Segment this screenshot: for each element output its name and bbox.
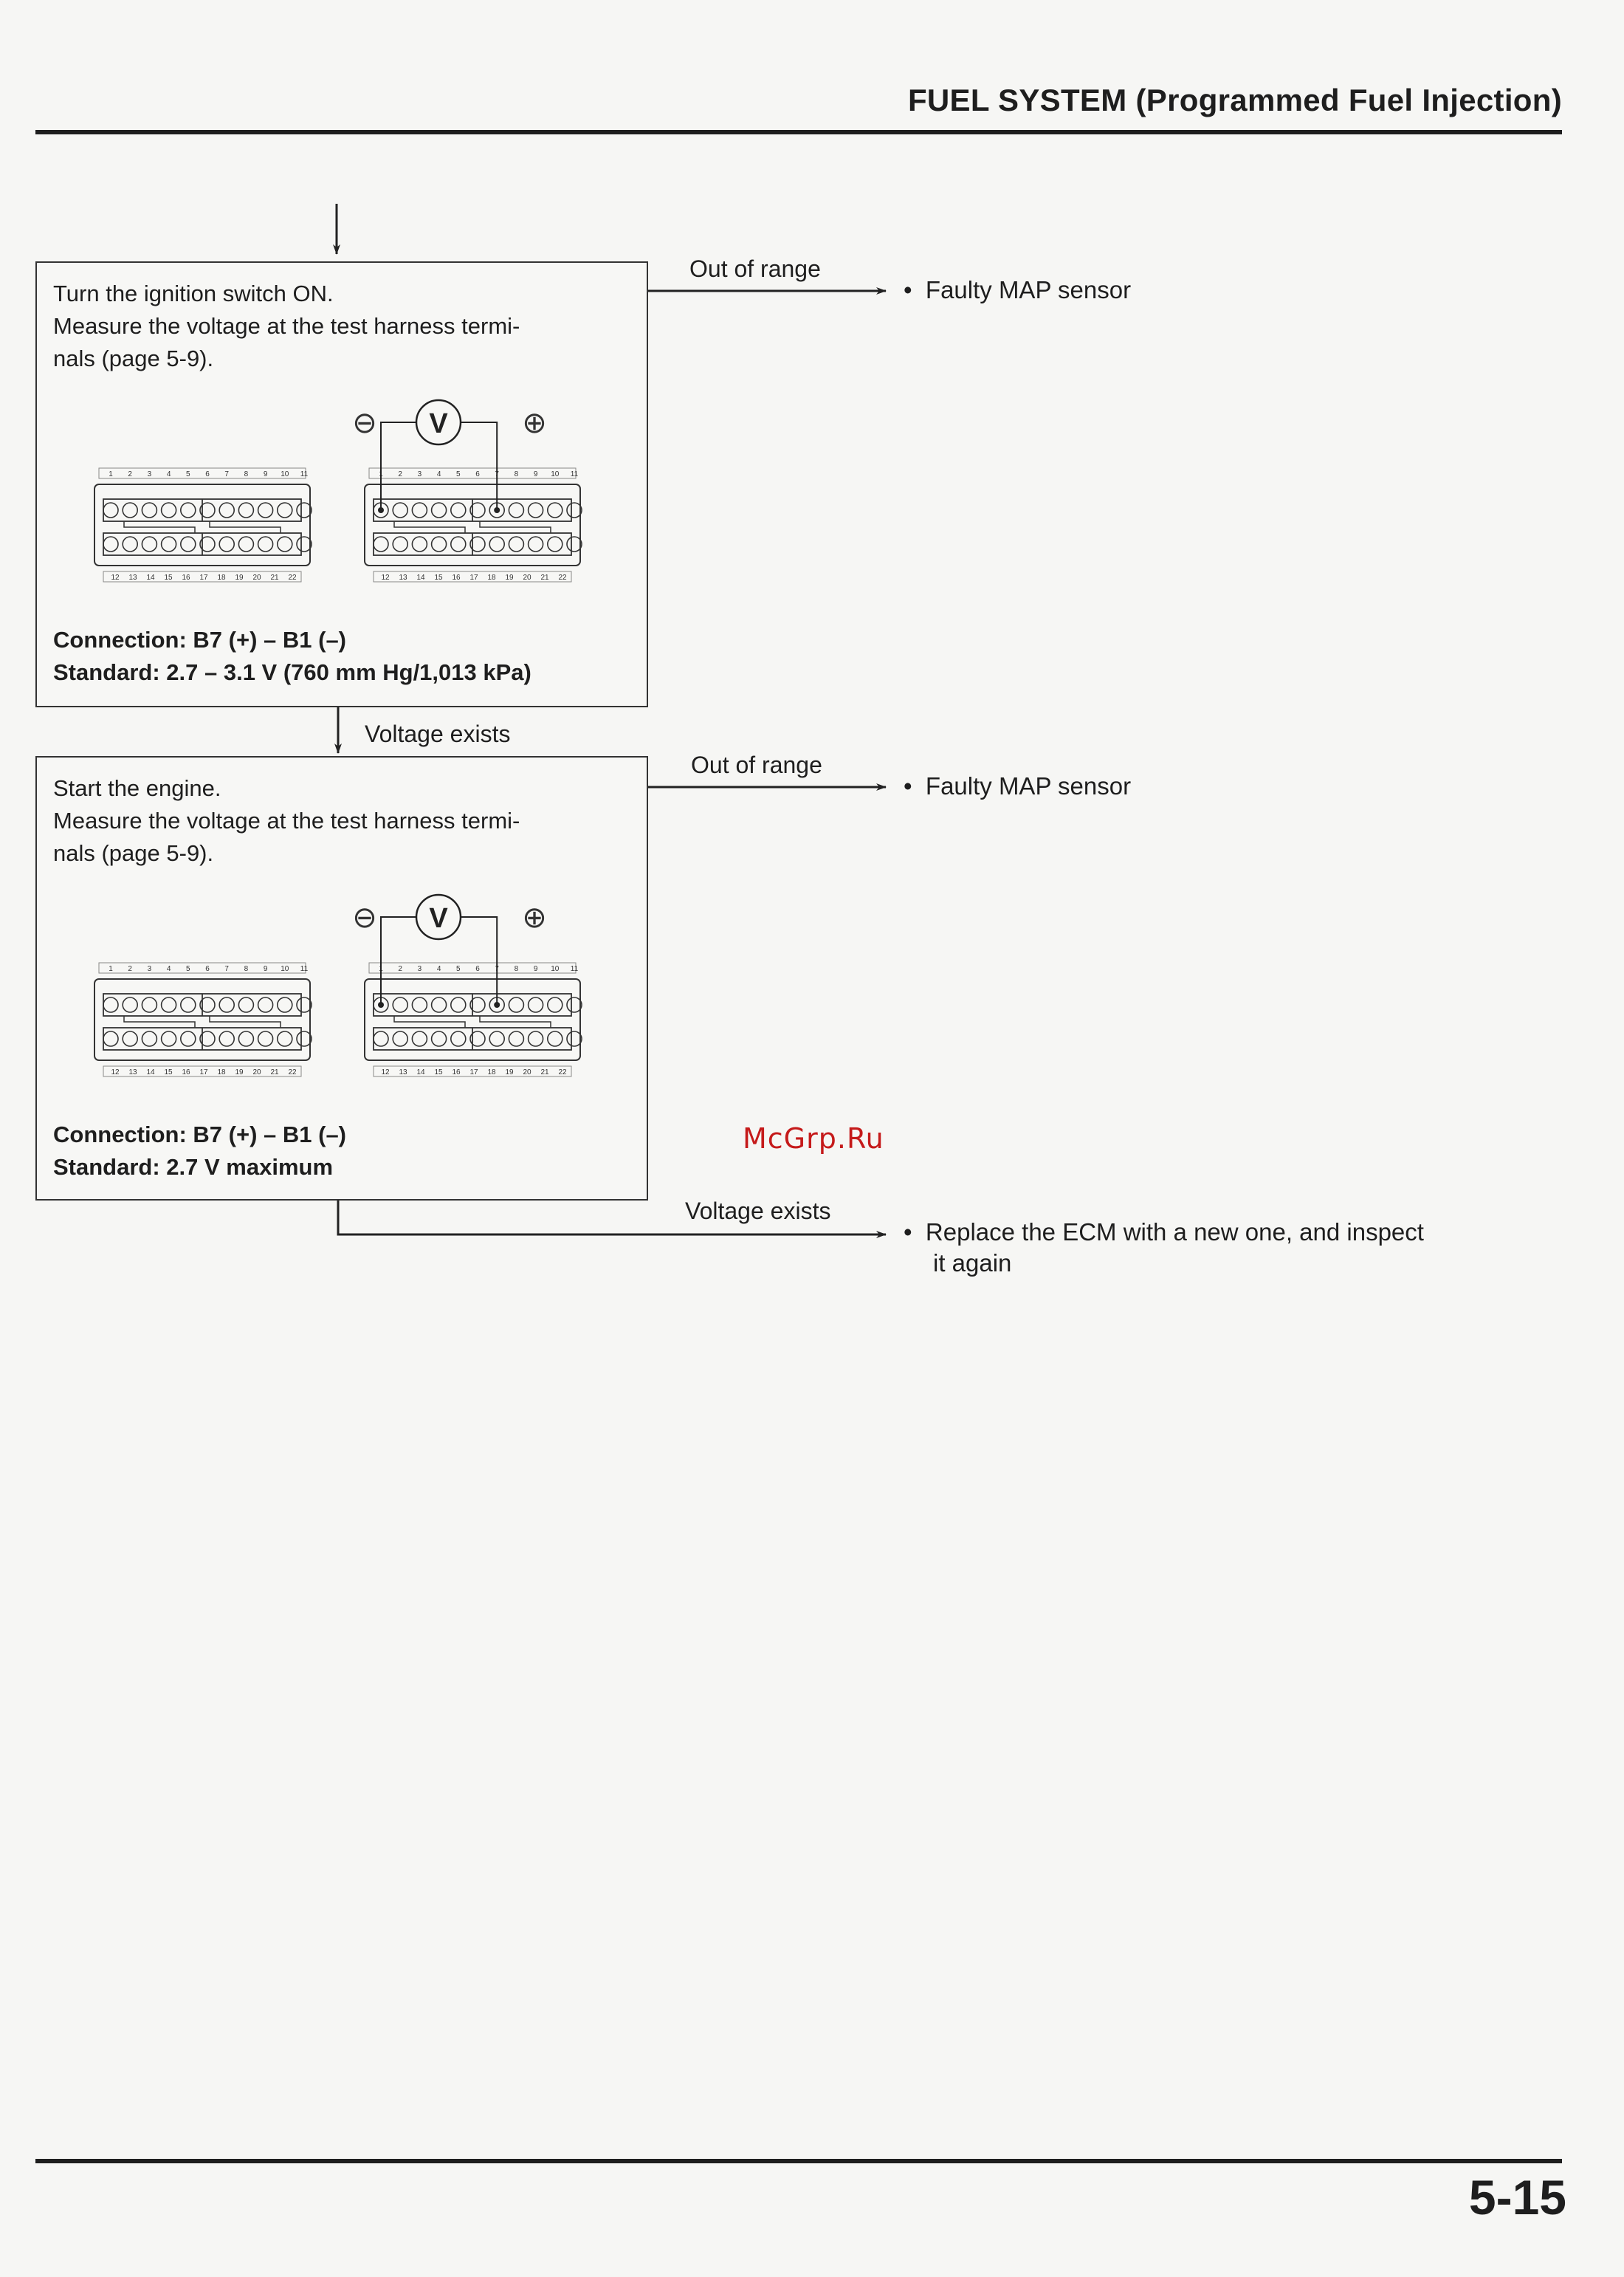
pin-label-bottom: 15 (434, 574, 443, 582)
voltmeter-label: V (429, 903, 448, 934)
pin-label-top: 8 (244, 965, 249, 973)
connector-key (480, 1016, 551, 1028)
step-1-result (904, 276, 1131, 304)
probe-tip (494, 507, 500, 513)
voltage-exists-label-1: Voltage exists (365, 721, 511, 747)
pin-label-bottom: 21 (270, 574, 279, 582)
step-1-result-text: Faulty MAP sensor (925, 276, 1132, 303)
connector-pin (393, 537, 407, 552)
pin-label-bottom: 12 (381, 574, 390, 582)
bullet-3: • (904, 1218, 912, 1246)
connector-pin (162, 537, 176, 552)
step-1-connection: Connection: B7 (+) – B1 (–) (53, 627, 347, 653)
minus-terminal-icon: ⊖ (352, 901, 377, 934)
connector-pin (103, 537, 118, 552)
connector-pin (181, 997, 196, 1012)
step-1-line-3: nals (page 5-9). (53, 346, 214, 371)
pin-label-top: 2 (128, 965, 132, 973)
connector-pin (258, 503, 273, 518)
connector-pin (393, 997, 407, 1012)
pin-label-bottom: 14 (416, 1068, 425, 1076)
connector-pin (412, 537, 427, 552)
pin-label-top: 8 (244, 470, 249, 478)
probe-tip (378, 507, 384, 513)
footer-rule (35, 2159, 1562, 2163)
bullet-2: • (904, 772, 912, 800)
step-2-standard: Standard: 2.7 V maximum (53, 1154, 334, 1180)
pin-label-top: 7 (495, 965, 499, 973)
pin-label-top: 6 (205, 965, 210, 973)
connector-pin (238, 1031, 253, 1046)
pin-label-top: 4 (436, 965, 441, 973)
connector-pin (123, 1031, 137, 1046)
step-1-branch-label: Out of range (689, 255, 821, 282)
watermark: McGrp.Ru (743, 1122, 884, 1155)
pin-label-bottom: 15 (164, 574, 173, 582)
pin-label-top: 11 (300, 470, 309, 478)
connector-pin (509, 1031, 523, 1046)
pin-label-bottom: 19 (235, 1068, 244, 1076)
connector-pin (548, 503, 562, 518)
connector-key (210, 521, 281, 533)
pin-label-top: 6 (475, 470, 480, 478)
connector-pin (509, 537, 523, 552)
connector-pin (412, 997, 427, 1012)
voltmeter-label: V (429, 408, 448, 439)
pin-label-bottom: 18 (217, 574, 226, 582)
pin-label-top: 5 (456, 470, 461, 478)
minus-terminal-icon: ⊖ (352, 407, 377, 439)
pin-label-top: 9 (263, 965, 268, 973)
pin-label-bottom: 13 (128, 1068, 137, 1076)
connector-pin (489, 1031, 504, 1046)
pin-label-top: 4 (436, 470, 441, 478)
connector-pin (258, 997, 273, 1012)
pin-label-bottom: 14 (146, 1068, 155, 1076)
pin-label-top: 8 (514, 965, 519, 973)
pin-label-top: 3 (417, 470, 422, 478)
connector-pin (529, 503, 543, 518)
step-2-branch-label: Out of range (691, 752, 822, 778)
pin-label-bottom: 21 (540, 1068, 549, 1076)
pin-label-top: 5 (456, 965, 461, 973)
connector-pin (103, 997, 118, 1012)
pin-label-top: 7 (495, 470, 499, 478)
pin-label-top: 5 (186, 470, 190, 478)
pin-label-top: 6 (205, 470, 210, 478)
step-1-standard: Standard: 2.7 – 3.1 V (760 mm Hg/1,013 kPa) (53, 659, 531, 685)
probe-tip (378, 1002, 384, 1008)
connector-pin (123, 537, 137, 552)
probe-tip (494, 1002, 500, 1008)
connector-pin (509, 997, 523, 1012)
connector-key (394, 1016, 465, 1028)
connector-pin (123, 503, 137, 518)
connector-pin (412, 1031, 427, 1046)
pin-label-bottom: 20 (252, 1068, 261, 1076)
connector-pin (162, 503, 176, 518)
connector-pin (238, 503, 253, 518)
pin-label-bottom: 15 (434, 1068, 443, 1076)
pin-label-top: 3 (147, 470, 152, 478)
pin-label-bottom: 22 (558, 1068, 567, 1076)
connector-pin (529, 1031, 543, 1046)
connector-key (394, 521, 465, 533)
pin-label-bottom: 16 (452, 574, 461, 582)
pin-label-top: 3 (147, 965, 152, 973)
page-number: 5-15 (1468, 2170, 1566, 2225)
pin-label-bottom: 17 (199, 1068, 208, 1076)
probe-lead-positive (461, 422, 497, 510)
pin-label-bottom: 14 (416, 574, 425, 582)
connector-pin (238, 997, 253, 1012)
step-2-result (904, 772, 1131, 800)
connector-pin (451, 997, 466, 1012)
connector-pin (548, 537, 562, 552)
pin-label-top: 2 (398, 470, 402, 478)
connector-pin (162, 1031, 176, 1046)
connector-pin (278, 537, 292, 552)
pin-label-bottom: 17 (469, 1068, 478, 1076)
pin-label-bottom: 16 (452, 1068, 461, 1076)
connector-pin (432, 537, 447, 552)
connector-pin (432, 997, 447, 1012)
connector-pin (278, 503, 292, 518)
pin-label-top: 9 (263, 470, 268, 478)
connector-pin (489, 537, 504, 552)
pin-label-top: 11 (570, 470, 579, 478)
pin-label-top: 10 (551, 470, 560, 478)
pin-label-top: 8 (514, 470, 519, 478)
connector-pin (451, 503, 466, 518)
pin-label-bottom: 17 (199, 574, 208, 582)
pin-label-top: 9 (533, 965, 538, 973)
connector-pin (181, 537, 196, 552)
pin-label-bottom: 14 (146, 574, 155, 582)
connector-pin (548, 1031, 562, 1046)
voltage-exists-label-2: Voltage exists (685, 1198, 831, 1224)
step-1-line-1: Turn the ignition switch ON. (53, 281, 334, 306)
pin-label-bottom: 22 (558, 574, 567, 582)
pin-label-bottom: 15 (164, 1068, 173, 1076)
connector-pin (412, 503, 427, 518)
pin-label-top: 5 (186, 965, 190, 973)
connector-key (124, 521, 195, 533)
step-2-connection: Connection: B7 (+) – B1 (–) (53, 1122, 347, 1147)
connector-pin (219, 1031, 234, 1046)
connector-pin (548, 997, 562, 1012)
step-box-2 (35, 756, 648, 1201)
connector-key (124, 1016, 195, 1028)
pin-label-bottom: 21 (270, 1068, 279, 1076)
connector-pin (529, 997, 543, 1012)
connector-pin (142, 503, 156, 518)
pin-label-top: 2 (128, 470, 132, 478)
probe-lead-positive (461, 917, 497, 1005)
pin-label-bottom: 17 (469, 574, 478, 582)
connector-pin (181, 503, 196, 518)
pin-label-bottom: 20 (523, 1068, 531, 1076)
connector-pin (374, 1031, 388, 1046)
connector-pin (219, 503, 234, 518)
connector-pin (258, 537, 273, 552)
pin-label-bottom: 12 (381, 1068, 390, 1076)
page-header-title: FUEL SYSTEM (Programmed Fuel Injection) (907, 83, 1562, 117)
pin-label-top: 4 (166, 470, 171, 478)
pin-label-top: 1 (379, 470, 383, 478)
pin-label-bottom: 22 (288, 1068, 297, 1076)
probe-lead-negative (381, 422, 416, 510)
pin-label-top: 10 (551, 965, 560, 973)
pin-label-top: 1 (109, 470, 113, 478)
pin-label-bottom: 19 (235, 574, 244, 582)
connector-pin (238, 537, 253, 552)
connector-pin (142, 537, 156, 552)
connector-pin (374, 537, 388, 552)
connector-pin (278, 997, 292, 1012)
pin-label-bottom: 13 (128, 574, 137, 582)
step-1-line-2: Measure the voltage at the test harness termi- (53, 313, 520, 339)
pin-label-bottom: 18 (217, 1068, 226, 1076)
final-result-line-2: it again (933, 1249, 1012, 1277)
connector-pin (509, 503, 523, 518)
probe-lead-negative (381, 917, 416, 1005)
step-2-result-text: Faulty MAP sensor (925, 772, 1132, 800)
pin-label-bottom: 16 (182, 574, 190, 582)
pin-label-bottom: 18 (487, 574, 496, 582)
step-2-line-3: nals (page 5-9). (53, 840, 214, 866)
pin-label-top: 10 (281, 965, 289, 973)
pin-label-bottom: 20 (523, 574, 531, 582)
pin-label-top: 9 (533, 470, 538, 478)
step-2-line-2: Measure the voltage at the test harness termi- (53, 808, 520, 834)
connector-pin (393, 503, 407, 518)
connector-pin (258, 1031, 273, 1046)
step-box-1 (35, 261, 648, 707)
pin-label-bottom: 19 (505, 574, 514, 582)
connector-key (210, 1016, 281, 1028)
connector-pin (142, 1031, 156, 1046)
connector-pin (432, 1031, 447, 1046)
connector-pin (278, 1031, 292, 1046)
connector-pin (123, 997, 137, 1012)
pin-label-top: 3 (417, 965, 422, 973)
pin-label-top: 1 (379, 965, 383, 973)
pin-label-bottom: 16 (182, 1068, 190, 1076)
pin-label-top: 6 (475, 965, 480, 973)
pin-label-top: 11 (300, 965, 309, 973)
pin-label-bottom: 20 (252, 574, 261, 582)
plus-terminal-icon: ⊕ (522, 407, 547, 439)
pin-label-bottom: 19 (505, 1068, 514, 1076)
step-2-line-1: Start the engine. (53, 775, 221, 801)
connector-pin (451, 537, 466, 552)
connector-pin (162, 997, 176, 1012)
connector-pin (529, 537, 543, 552)
pin-label-bottom: 12 (111, 574, 120, 582)
pin-label-bottom: 13 (399, 1068, 407, 1076)
pin-label-top: 1 (109, 965, 113, 973)
connector-pin (432, 503, 447, 518)
plus-terminal-icon: ⊕ (522, 901, 547, 934)
final-result-line-1: Replace the ECM with a new one, and inspect (925, 1218, 1424, 1246)
connector-pin (142, 997, 156, 1012)
pin-label-bottom: 22 (288, 574, 297, 582)
connector-pin (181, 1031, 196, 1046)
pin-label-bottom: 21 (540, 574, 549, 582)
bullet-1: • (904, 276, 912, 303)
pin-label-top: 10 (281, 470, 289, 478)
pin-label-bottom: 18 (487, 1068, 496, 1076)
connector-pin (103, 503, 118, 518)
connector-pin (219, 997, 234, 1012)
connector-pin (219, 537, 234, 552)
pin-label-top: 4 (166, 965, 171, 973)
pin-label-bottom: 13 (399, 574, 407, 582)
connector-pin (103, 1031, 118, 1046)
connector-pin (393, 1031, 407, 1046)
pin-label-top: 7 (224, 470, 229, 478)
final-result (904, 1217, 1424, 1279)
connector-key (480, 521, 551, 533)
connector-pin (451, 1031, 466, 1046)
pin-label-top: 7 (224, 965, 229, 973)
pin-label-top: 11 (570, 965, 579, 973)
pin-label-bottom: 12 (111, 1068, 120, 1076)
pin-label-top: 2 (398, 965, 402, 973)
